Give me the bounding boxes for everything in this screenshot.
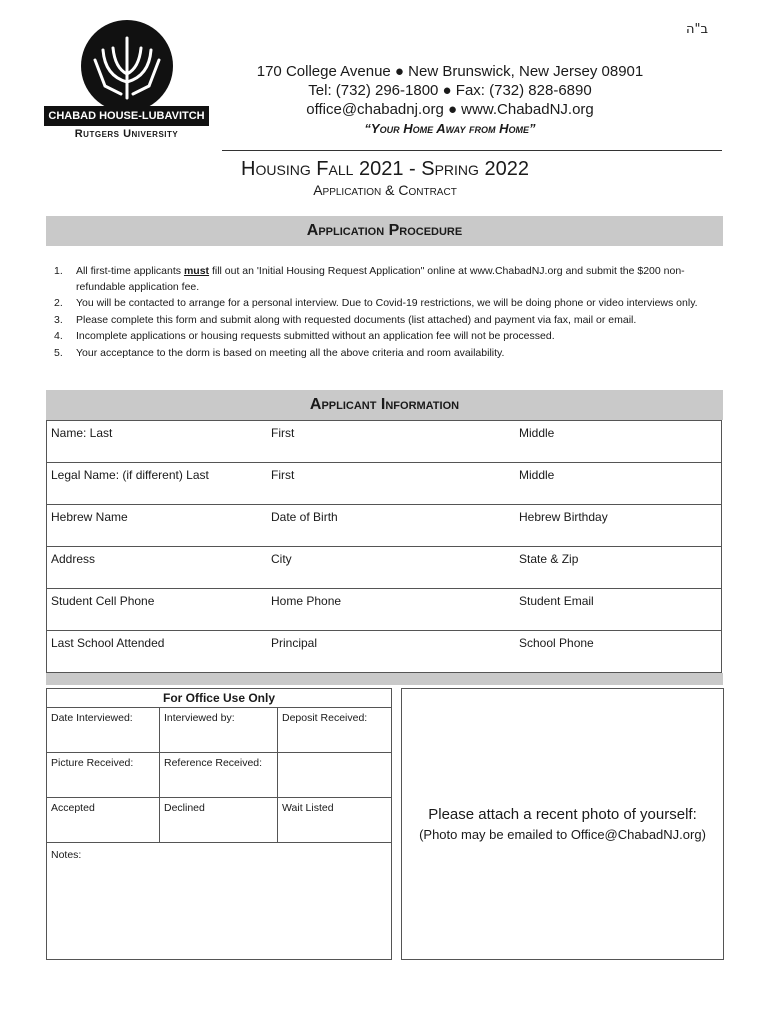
list-item bbox=[40, 264, 730, 295]
field-last-school[interactable]: Last School Attended bbox=[51, 636, 165, 650]
table-row bbox=[47, 547, 721, 589]
logo-subtitle: Rutgers University bbox=[74, 128, 179, 140]
bh-mark: ב"ה bbox=[686, 22, 708, 37]
field-hebrew-name[interactable]: Hebrew Name bbox=[51, 510, 128, 524]
item-number: 3. bbox=[54, 313, 63, 326]
applicant-table bbox=[46, 420, 722, 673]
table-row bbox=[47, 798, 391, 843]
photo-box[interactable] bbox=[401, 688, 724, 960]
item-emphasis: must bbox=[183, 265, 210, 277]
hands-menorah-icon bbox=[81, 20, 173, 112]
office-heading: For Office Use Only bbox=[47, 689, 391, 708]
phone-line: Tel: (732) 296-1800 ● Fax: (732) 828-6890 bbox=[308, 82, 592, 99]
photo-email-note: (Photo may be emailed to Office@ChabadNJ.org) bbox=[419, 827, 706, 842]
list-item bbox=[40, 329, 730, 345]
table-row bbox=[47, 421, 721, 463]
procedure-heading: Application Procedure bbox=[46, 216, 723, 246]
table-row bbox=[47, 631, 721, 672]
field-date-of-birth[interactable]: Date of Birth bbox=[271, 510, 338, 524]
office-use-box bbox=[46, 688, 392, 960]
field-hebrew-birthday[interactable]: Hebrew Birthday bbox=[519, 510, 608, 524]
table-row bbox=[47, 753, 391, 798]
field-last-name[interactable]: Name: Last bbox=[51, 426, 113, 440]
item-number: 4. bbox=[54, 330, 63, 342]
tagline: “Your Home Away from Home” bbox=[364, 121, 536, 136]
item-number: 5. bbox=[54, 346, 63, 359]
office-declined[interactable]: Declined bbox=[160, 798, 278, 842]
field-cell-phone[interactable]: Student Cell Phone bbox=[51, 594, 155, 608]
office-reference-received[interactable]: Reference Received: bbox=[160, 753, 278, 797]
item-text: Your acceptance to the dorm is based on meeting all the above criteria and room availability. bbox=[76, 346, 505, 359]
item-text: Incomplete applications or housing requests submitted without an application fee will not be processed. bbox=[76, 330, 555, 342]
field-first-name[interactable]: First bbox=[271, 426, 295, 440]
section-divider bbox=[46, 673, 723, 685]
field-address[interactable]: Address bbox=[51, 552, 96, 566]
field-legal-middle[interactable]: Middle bbox=[519, 468, 555, 482]
office-date-interviewed[interactable]: Date Interviewed: bbox=[47, 708, 160, 752]
table-row bbox=[47, 708, 391, 753]
office-notes[interactable]: Notes: bbox=[51, 849, 82, 861]
field-legal-last[interactable]: Legal Name: (if different) Last bbox=[51, 468, 209, 482]
photo-instruction: Please attach a recent photo of yourself: bbox=[428, 806, 697, 823]
field-student-email[interactable]: Student Email bbox=[519, 594, 594, 608]
web-line: office@chabadnj.org ● www.ChabadNJ.org bbox=[306, 101, 594, 118]
chabad-logo bbox=[44, 20, 209, 145]
applicant-heading: Applicant Information bbox=[46, 390, 723, 420]
office-wait-listed[interactable]: Wait Listed bbox=[282, 802, 334, 814]
item-number: 2. bbox=[54, 297, 63, 309]
page-subtitle: Application & Contract bbox=[313, 182, 457, 198]
office-picture-received[interactable]: Picture Received: bbox=[47, 753, 160, 797]
table-row bbox=[47, 505, 721, 547]
page-title: Housing Fall 2021 - Spring 2022 bbox=[241, 158, 529, 180]
office-accepted[interactable]: Accepted bbox=[47, 798, 160, 842]
office-interviewed-by[interactable]: Interviewed by: bbox=[160, 708, 278, 752]
field-home-phone[interactable]: Home Phone bbox=[271, 594, 342, 608]
contact-block bbox=[230, 62, 670, 138]
item-text: You will be contacted to arrange for a personal interview. Due to Covid-19 restrictions, we will be doing phone or video interviews only. bbox=[76, 297, 698, 309]
field-legal-first[interactable]: First bbox=[271, 468, 295, 482]
field-school-phone[interactable]: School Phone bbox=[519, 636, 594, 650]
item-text: fill out an 'Initial Housing Request Application" online at www.ChabadNJ.org and submit the $200 non-refundable application fee. bbox=[76, 265, 685, 293]
field-city[interactable]: City bbox=[271, 552, 292, 566]
field-principal[interactable]: Principal bbox=[271, 636, 318, 650]
table-row bbox=[47, 589, 721, 631]
list-item bbox=[40, 296, 730, 312]
list-item bbox=[40, 313, 730, 329]
item-number: 1. bbox=[54, 265, 63, 277]
logo-band: CHABAD HOUSE-LUBAVITCH bbox=[44, 106, 209, 126]
item-text: Please complete this form and submit along with requested documents (list attached) and payment via fax, mail or email. bbox=[76, 313, 637, 326]
list-item bbox=[40, 346, 730, 362]
header-rule bbox=[222, 150, 722, 151]
address-line: 170 College Avenue ● New Brunswick, New Jersey 08901 bbox=[256, 63, 644, 80]
procedure-list bbox=[40, 264, 730, 362]
field-state-zip[interactable]: State & Zip bbox=[519, 552, 579, 566]
office-blank-cell[interactable] bbox=[278, 753, 391, 797]
field-middle-name[interactable]: Middle bbox=[519, 426, 555, 440]
table-row bbox=[47, 463, 721, 505]
office-deposit-received[interactable]: Deposit Received: bbox=[282, 712, 368, 724]
item-text: All first-time applicants bbox=[76, 265, 184, 277]
